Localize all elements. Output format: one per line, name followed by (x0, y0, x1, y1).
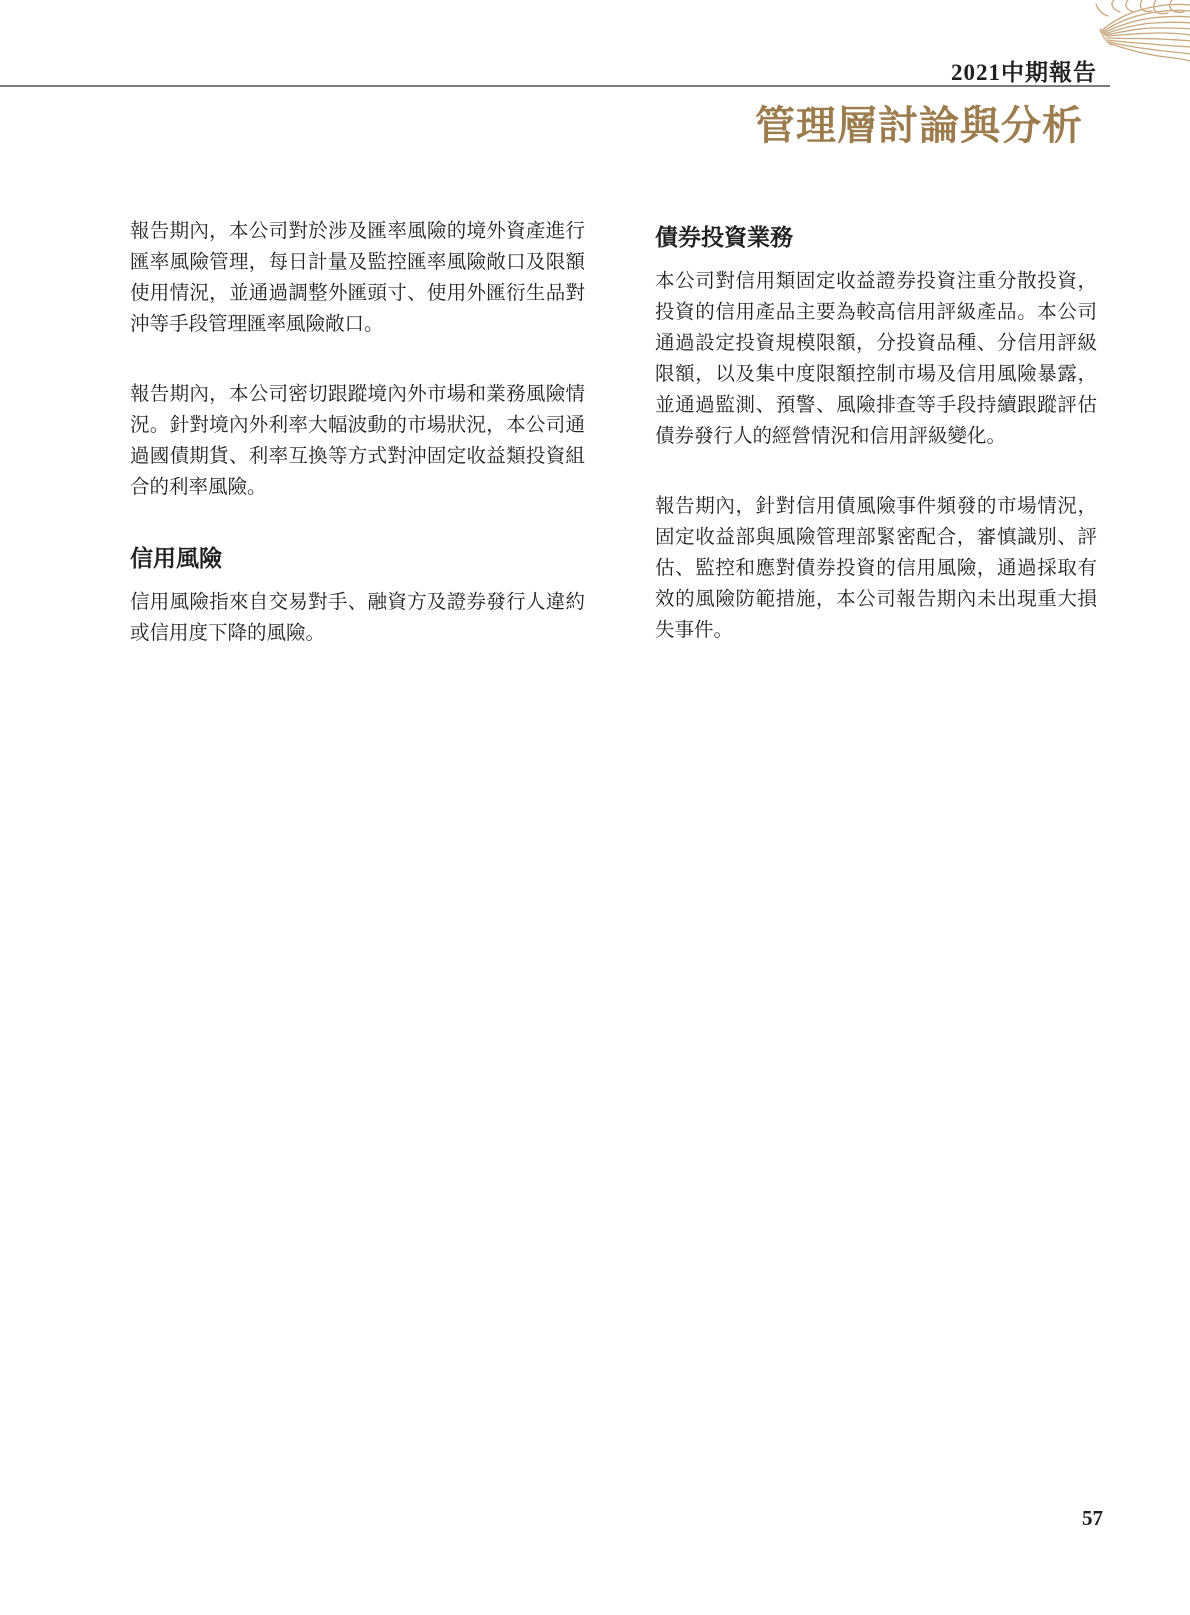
paragraph-fx-risk: 報告期內，本公司對於涉及匯率風險的境外資產進行匯率風險管理，每日計量及監控匯率風險敞口及限額使用情況，並通過調整外匯頭寸、使用外匯衍生品對沖等手段管理匯率風險敞口。 (130, 221, 585, 335)
section-heading-bond-investment: 債券投資業務 (655, 225, 793, 250)
paragraph-credit-risk-definition: 信用風險指來自交易對手、融資方及證券發行人違約或信用度下降的風險。 (130, 592, 585, 644)
section-heading-credit-risk: 信用風險 (130, 546, 222, 571)
left-column (130, 216, 585, 688)
page-title: 管理層討論與分析 (755, 103, 1083, 148)
right-column (655, 216, 1097, 688)
paragraph-bond-investment-policy: 本公司對信用類固定收益證券投資注重分散投資，投資的信用產品主要為較高信用評級產品。本公司通過設定投資規模限額，分投資品種、分信用評級限額，以及集中度限額控制市場及信用風險暴露，並通過監測、預警、風險排查等手段持續跟蹤評估債券發行人的經營情況和信用評級變化。 (655, 271, 1097, 447)
header-divider (0, 85, 1110, 87)
page-number: 57 (1082, 1506, 1103, 1530)
content-area (130, 216, 1097, 688)
report-label: 2021中期報告 (951, 60, 1097, 85)
paragraph-interest-rate-risk: 報告期內，本公司密切跟蹤境內外市場和業務風險情況。針對境內外利率大幅波動的市場狀況，本公司通過國債期貨、利率互換等方式對沖固定收益類投資組合的利率風險。 (130, 384, 585, 498)
paragraph-bond-risk-control: 報告期內，針對信用債風險事件頻發的市場情況，固定收益部與風險管理部緊密配合，審慎識別、評估、監控和應對債券投資的信用風險，通過採取有效的風險防範措施，本公司報告期內未出現重大損失事件。 (655, 496, 1097, 641)
wave-pattern-icon (1090, 0, 1190, 90)
